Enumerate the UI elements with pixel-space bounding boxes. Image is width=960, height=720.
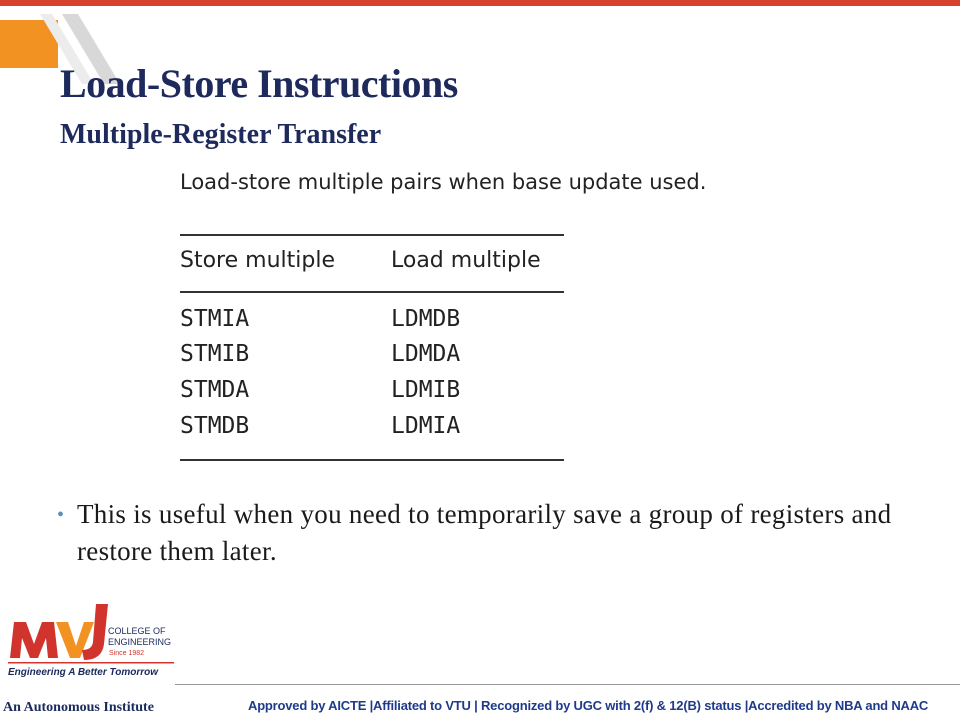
bullet-item (57, 496, 927, 570)
logo-college-text (108, 626, 171, 648)
table-cell-store-4: STMDB (180, 413, 250, 439)
table-bottom-rule (180, 459, 564, 461)
bullet-text: This is useful when you need to temporarily save a group of registers and restore them later. (77, 499, 892, 566)
top-accent-bar (0, 0, 960, 6)
table-cell-load-4: LDMIA (391, 413, 461, 439)
table-cell-store-3: STMDA (180, 377, 250, 403)
autonomous-label: An Autonomous Institute (3, 700, 154, 715)
accreditation-footer: Approved by AICTE |Affiliated to VTU | Recognized by UGC with 2(f) & 12(B) status |Accredited by NBA and NAAC (248, 698, 929, 713)
slide-title: Load-Store Instructions (60, 61, 458, 106)
logo-since: Since 1982 (109, 650, 145, 657)
column-header-load: Load multiple (391, 248, 541, 273)
table-top-rule (180, 234, 564, 236)
table-cell-load-2: LDMDA (391, 341, 461, 367)
table-caption: Load-store multiple pairs when base update used. (180, 170, 707, 194)
logo-college-line2: ENGINEERING (108, 637, 172, 647)
table-header-rule (180, 291, 564, 293)
table-cell-load-1: LDMDB (391, 306, 461, 332)
slide-subtitle: Multiple-Register Transfer (60, 119, 382, 150)
column-header-store: Store multiple (180, 248, 335, 273)
table-cell-load-3: LDMIB (391, 377, 461, 403)
logo-college-line1: COLLEGE OF (108, 626, 166, 636)
bullet-dot-icon: • (57, 504, 65, 526)
footer-divider (175, 684, 960, 685)
logo-tagline: Engineering A Better Tomorrow (8, 667, 159, 678)
table-cell-store-1: STMIA (180, 306, 250, 332)
table-cell-store-2: STMIB (180, 341, 250, 367)
